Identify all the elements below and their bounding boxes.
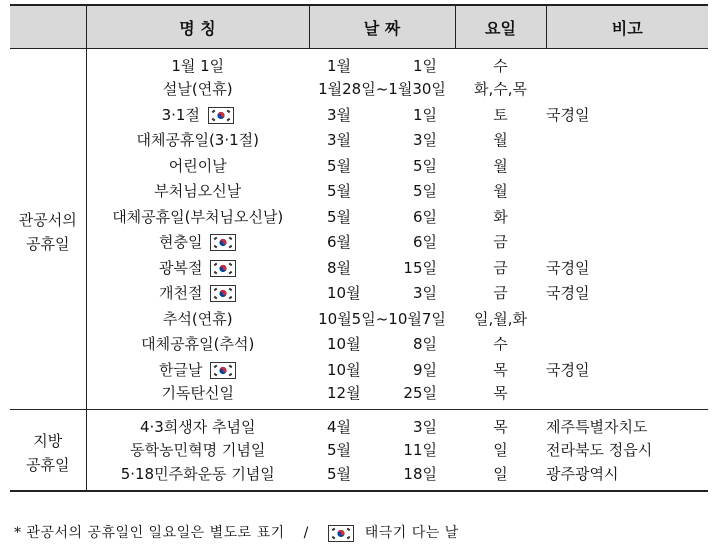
holiday-weekday: 일: [455, 463, 546, 491]
holiday-name-cell: [86, 204, 309, 230]
holiday-weekday: 수: [493, 335, 508, 354]
holiday-weekday: 목: [493, 418, 508, 436]
group-label-line: 공휴일: [26, 235, 70, 253]
holiday-day: 1일: [412, 105, 437, 124]
holiday-name: 한글날: [159, 360, 203, 379]
holiday-month: 5월: [327, 464, 352, 483]
holiday-date: [327, 231, 437, 252]
holiday-weekday: 월: [493, 182, 508, 201]
holiday-date: [327, 359, 437, 380]
holiday-date-cell: [309, 331, 455, 357]
table-row: [10, 49, 708, 77]
holiday-note: 국경일: [546, 360, 590, 379]
group-label-line: 지방: [33, 431, 63, 450]
table-row: [10, 280, 708, 306]
holiday-name-cell: [86, 410, 309, 438]
holiday-name: 3·1절: [161, 105, 200, 124]
table-row: [10, 306, 708, 332]
holiday-weekday: 화,수,목: [473, 80, 527, 99]
holiday-date: [327, 463, 437, 484]
table-row: [10, 153, 708, 179]
holiday-day: 11일: [403, 441, 437, 460]
holiday-date: [327, 180, 437, 201]
holiday-name: 대체공휴일(3·1절): [136, 131, 259, 150]
holiday-date-cell: [309, 410, 455, 438]
holiday-name-cell: [86, 463, 309, 491]
header-group: [10, 5, 86, 49]
holiday-name-cell: [86, 229, 309, 255]
holiday-month: 10월: [327, 360, 361, 379]
holiday-weekday: 월: [493, 131, 508, 150]
holiday-name: 기독탄신일: [161, 384, 234, 402]
table-row: [10, 382, 708, 410]
table-row: [10, 127, 708, 153]
holiday-day: 6일: [412, 207, 437, 226]
holiday-date: [327, 282, 437, 303]
holiday-weekday: 월: [493, 156, 508, 175]
holiday-date: [327, 257, 437, 278]
holiday-date: [327, 382, 437, 403]
holiday-weekday: 금: [493, 284, 508, 303]
holiday-note: 국경일: [546, 284, 590, 303]
holiday-date-cell: [309, 229, 455, 255]
holiday-date-cell: [309, 76, 455, 102]
taegukgi-flag-icon: [210, 234, 236, 251]
holiday-name-cell: [86, 437, 309, 463]
holiday-day: 9일: [412, 360, 437, 379]
holiday-date-range: 1월28일~1월30일: [318, 80, 446, 99]
holiday-name-cell: [86, 153, 309, 179]
holiday-day: 25일: [403, 384, 437, 402]
holiday-date-cell: [309, 280, 455, 306]
holiday-name: 5·18민주화운동 기념일: [120, 464, 275, 483]
holiday-date: [327, 206, 437, 227]
holiday-month: 12월: [327, 384, 361, 402]
holiday-day: 15일: [403, 258, 437, 277]
holiday-note: [546, 331, 708, 357]
holiday-date: [327, 55, 437, 76]
holiday-date-cell: [309, 204, 455, 230]
holiday-day: 5일: [412, 156, 437, 175]
table-row: [10, 255, 708, 281]
holiday-note: [546, 76, 708, 102]
holiday-date: [327, 129, 437, 150]
holiday-date-cell: [309, 127, 455, 153]
holiday-month: 3월: [327, 131, 352, 150]
holiday-month: 4월: [327, 418, 352, 436]
holiday-name: 설날(연휴): [162, 80, 233, 99]
holiday-name-cell: [86, 382, 309, 410]
holiday-day: 3일: [412, 131, 437, 150]
holiday-name-cell: [86, 49, 309, 77]
holiday-month: 3월: [327, 105, 352, 124]
holiday-date: [327, 333, 437, 354]
holiday-day: 5일: [412, 182, 437, 201]
holiday-name: 추석(연휴): [162, 309, 233, 328]
holiday-note: [546, 306, 708, 332]
holiday-date-range: 10월5일~10월7일: [318, 309, 446, 328]
table-row: [10, 463, 708, 491]
holiday-name: 대체공휴일(추석): [141, 335, 255, 354]
holiday-date: [327, 416, 437, 437]
local-holidays-section: [10, 410, 708, 491]
holiday-name: 어린이날: [168, 156, 227, 175]
holiday-month: 5월: [327, 207, 352, 226]
holiday-weekday: 일: [493, 441, 508, 460]
table-row: [10, 357, 708, 383]
holiday-day: 3일: [412, 418, 437, 436]
header-name: 명 칭: [86, 5, 309, 49]
holiday-date-cell: [309, 102, 455, 128]
holiday-weekday: 토: [493, 105, 508, 124]
holiday-name-cell: [86, 280, 309, 306]
table-row: [10, 178, 708, 204]
header-dow: 요일: [455, 5, 546, 49]
holiday-day: 18일: [403, 464, 437, 483]
holiday-month: 5월: [327, 441, 352, 460]
holiday-month: 5월: [327, 182, 352, 201]
holiday-name-cell: [86, 127, 309, 153]
taegukgi-flag-icon: [210, 260, 236, 277]
national-holidays-section: [10, 49, 708, 410]
holiday-note: 제주특별자치도: [546, 418, 648, 436]
holiday-weekday: 일,월,화: [473, 309, 527, 328]
holiday-note: [546, 178, 708, 204]
header-bigo: 비고: [546, 5, 708, 49]
holiday-weekday: 금: [493, 258, 508, 277]
holiday-name-cell: [86, 331, 309, 357]
holiday-note: [546, 153, 708, 179]
holiday-name: 1월 1일: [171, 57, 225, 75]
holiday-note: [546, 204, 708, 230]
footnote-text: * 관공서의 공휴일인 일요일은 별도로 표기: [14, 525, 285, 541]
holiday-note: [546, 127, 708, 153]
holiday-month: 6월: [327, 233, 352, 252]
holiday-note: [546, 49, 708, 77]
holiday-note: 광주광역시: [546, 463, 708, 491]
holiday-name: 동학농민혁명 기념일: [130, 441, 266, 460]
header-date: 날 짜: [309, 5, 455, 49]
holiday-name-cell: [86, 76, 309, 102]
holiday-weekday: 목: [493, 360, 508, 379]
table-row: [10, 229, 708, 255]
footnote-separator: /: [303, 525, 309, 541]
taegukgi-flag-icon: [210, 285, 236, 302]
group-label-line: 공휴일: [26, 455, 70, 474]
holiday-name: 개천절: [159, 284, 203, 303]
holiday-note: [546, 229, 708, 255]
holiday-day: 1일: [412, 57, 437, 75]
table-row: [10, 437, 708, 463]
holiday-date: [327, 155, 437, 176]
holiday-day: 3일: [412, 284, 437, 303]
holiday-name: 광복절: [159, 258, 203, 277]
holiday-name: 부처님오신날: [154, 182, 242, 201]
holiday-note: 전라북도 정읍시: [546, 441, 653, 460]
holiday-month: 8월: [327, 258, 352, 277]
group-label: [10, 410, 86, 491]
holiday-month: 1월: [327, 57, 352, 75]
holiday-note: 국경일: [546, 258, 590, 277]
holiday-name-cell: [86, 357, 309, 383]
holiday-name: 대체공휴일(부처님오신날): [112, 207, 284, 226]
holiday-month: 10월: [327, 335, 361, 354]
taegukgi-flag-icon: [208, 107, 234, 124]
footnote: [14, 522, 459, 542]
holiday-month: 5월: [327, 156, 352, 175]
group-label: [10, 49, 86, 410]
holiday-day: 6일: [412, 233, 437, 252]
group-label-line: 관공서의: [18, 211, 77, 229]
holiday-date-cell: [309, 178, 455, 204]
holiday-date-cell: [309, 255, 455, 281]
holiday-name: 4·3희생자 추념일: [139, 418, 256, 436]
holiday-name-cell: [86, 178, 309, 204]
holiday-note: 국경일: [546, 105, 590, 124]
holiday-weekday: 금: [493, 233, 508, 252]
holiday-weekday: 수: [493, 57, 508, 75]
holiday-table: [10, 4, 708, 492]
holiday-day: 8일: [412, 335, 437, 354]
holiday-date-cell: [309, 306, 455, 332]
table-row: [10, 410, 708, 438]
holiday-month: 10월: [327, 284, 361, 303]
holiday-date-cell: [309, 382, 455, 410]
table-row: [10, 204, 708, 230]
table-row: [10, 331, 708, 357]
holiday-date-cell: [309, 153, 455, 179]
holiday-weekday: 목: [455, 382, 546, 410]
holiday-date: [327, 104, 437, 125]
footnote-flag-legend: 태극기 다는 날: [364, 525, 459, 541]
table-row: [10, 76, 708, 102]
holiday-note: [546, 382, 708, 410]
holiday-weekday: 화: [493, 207, 508, 226]
table-row: [10, 102, 708, 128]
holiday-name-cell: [86, 306, 309, 332]
holiday-name: 현충일: [159, 233, 203, 252]
table-header: [10, 5, 708, 49]
holiday-date: [327, 439, 437, 460]
holiday-name-cell: [86, 102, 309, 128]
holiday-date-cell: [309, 437, 455, 463]
taegukgi-flag-icon: [328, 525, 354, 542]
holiday-date-cell: [309, 357, 455, 383]
holiday-date-cell: [309, 463, 455, 491]
taegukgi-flag-icon: [210, 362, 236, 379]
holiday-name-cell: [86, 255, 309, 281]
holiday-date-cell: [309, 49, 455, 77]
